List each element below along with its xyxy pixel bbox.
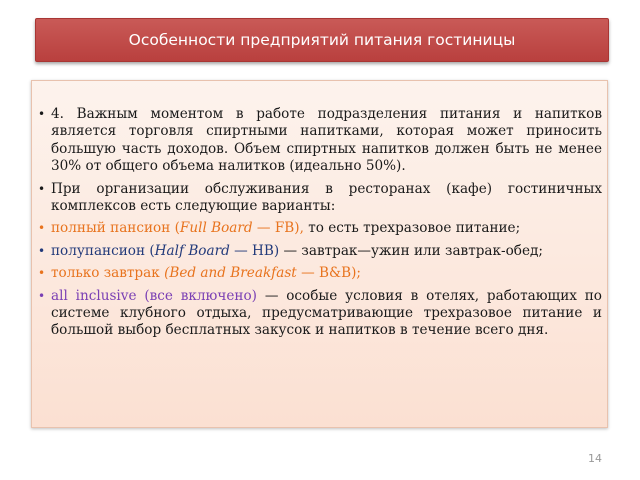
bullet-dot: • <box>38 266 46 281</box>
slide-number: 14 <box>588 452 602 465</box>
content-box <box>31 80 608 428</box>
term-abbr: — B&B); <box>296 265 361 282</box>
term-english: (Bed and Breakfast <box>164 265 297 282</box>
bullet-item-alcohol <box>38 106 602 176</box>
slide-title: Особенности предприятий питания гостиницы <box>128 31 516 49</box>
term-abbr: — HB) <box>229 242 280 259</box>
bullet-dot: • <box>38 288 46 303</box>
bullet-item-bed-breakfast <box>38 265 602 282</box>
term-description: — завтрак—ужин или завтрак-обед; <box>279 242 543 259</box>
bullet-dot: • <box>38 181 46 196</box>
term-label: all inclusive (все включено) <box>51 287 257 304</box>
bullet-dot: • <box>38 107 46 121</box>
bullet-text: 4. Важным моментом в работе подразделения питания и напитков является торговля спиртными напитками, которая может приносить большую часть доходов. Объем спиртных напитков должен быть не менее 30% от общего объема налитков (идеально 50%). <box>51 106 602 175</box>
term-label: полный пансион ( <box>51 220 180 237</box>
slide-title-bar <box>35 18 609 62</box>
bullet-item-service-options <box>38 181 602 216</box>
term-abbr: — FB), <box>252 220 304 237</box>
term-description: — особые условия в отелях, работающих по системе клубного отдыха, предусматривающие трехразовое питание и большой выбор бесплатных закусок и напитков в течение всего дня. <box>51 287 602 339</box>
term-english: Half Board <box>154 242 230 259</box>
term-english: Full Board <box>179 220 253 237</box>
bullet-text: При организации обслуживания в ресторанах (кафе) гостиничных комплексов есть следующие варианты: <box>51 180 602 215</box>
bullet-dot: • <box>38 243 46 258</box>
bullet-item-full-board <box>38 220 602 237</box>
bullet-item-all-inclusive <box>38 288 602 340</box>
bullet-list <box>38 106 602 345</box>
bullet-item-half-board <box>38 243 602 260</box>
bullet-dot: • <box>38 221 46 236</box>
term-label: полупансион ( <box>51 242 155 259</box>
term-description: то есть трехразовое питание; <box>303 220 521 237</box>
term-label: только завтрак <box>51 265 165 282</box>
